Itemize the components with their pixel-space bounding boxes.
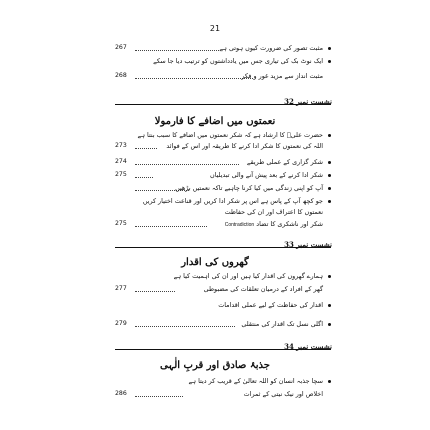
section-label: نشست نمبر 34 [284, 342, 332, 351]
bullet-icon [328, 161, 331, 164]
list-item [115, 285, 331, 298]
list-item [115, 57, 331, 70]
entry-page-number: 267 [115, 44, 127, 51]
entry-text: سچا جذبہ انسان کو اللہ تعالیٰ کے قریب کر دیتا ہے [188, 377, 323, 385]
list-item [115, 184, 331, 197]
leader-dots [135, 226, 207, 227]
entry-page-number: 268 [115, 72, 127, 79]
entry-page-number: 277 [115, 285, 127, 292]
leader-dots [135, 50, 219, 51]
list-item [115, 272, 331, 285]
leader-dots [135, 177, 153, 178]
list-item [115, 44, 331, 57]
entry-page-number: 275 [115, 220, 127, 227]
entry-text: جو کچھ آپ کے پاس ہے اس پر شکر ادا کریں اور قناعت اختیار کریں [142, 197, 323, 205]
section-heading: جذبۂ صادق اور قربِ الٰہی [160, 360, 270, 371]
page-number: 21 [209, 24, 221, 33]
bullet-icon [328, 380, 331, 383]
entry-text: شکر اور ناشکری کا تضاد Contradiction [224, 220, 323, 228]
list-item [115, 320, 331, 333]
entry-text: ہمارے گھروں کی اقدار کیا ہیں اور ان کی اہمیت کیا ہے [173, 272, 323, 280]
entry-text: اخلاص اور نیک نیتی کے ثمرات [243, 390, 323, 398]
entry-text: اللہ کی نعمتوں کا شکر ادا کرنے کا طریقہ اور اس کے فوائد [166, 142, 323, 150]
entry-page-number: 279 [115, 320, 127, 327]
leader-dots [135, 396, 183, 397]
bullet-icon [328, 174, 331, 177]
section-divider [115, 247, 331, 248]
bullet-icon [328, 304, 331, 307]
entry-page-number: 274 [115, 158, 127, 165]
list-item [115, 171, 331, 184]
entry-page-number: 275 [115, 171, 127, 178]
leader-dots [135, 164, 239, 165]
section-heading: گھروں کی اقدار [181, 257, 249, 268]
bullet-icon [328, 47, 331, 50]
entry-text: شکر گزاری کے عملی طریقے [246, 158, 323, 166]
section-heading: نعمتوں میں اضافے کا فارمولا [154, 116, 276, 127]
entry-text: اقدار کی حفاظت کے لیے عملی اقدامات [218, 301, 323, 309]
section-label: نشست نمبر 33 [284, 240, 332, 249]
entry-text: اگلی نسل تک اقدار کی منتقلی [241, 320, 323, 328]
entry-text: گھر کے افراد کے درمیان تعلقات کی مضبوطی [203, 285, 323, 293]
leader-dots [135, 78, 253, 79]
leader-dots [135, 291, 175, 292]
bullet-icon [328, 187, 331, 190]
bullet-icon [328, 323, 331, 326]
latin-term: Contradiction [224, 222, 255, 228]
entry-text: آپ کو اپنی زندگی میں کیا کرنا چاہیے تاکہ نعمتیں بڑھیں [175, 184, 323, 192]
bullet-icon [328, 200, 331, 203]
entry-page-number: 286 [115, 390, 127, 397]
bullet-icon [328, 134, 331, 137]
leader-dots [135, 148, 157, 149]
section-label: نشست نمبر 32 [284, 97, 332, 106]
leader-dots [135, 326, 235, 327]
section-divider [115, 349, 331, 350]
bullet-icon [328, 60, 331, 63]
bullet-icon [328, 275, 331, 278]
entry-text: مثبت تصور کی ضرورت کیوں ہوتی ہے [219, 44, 323, 52]
list-item [115, 142, 331, 155]
entry-text: شکر ادا کرنے کے بعد پیش آنے والی تبدیلیاں [210, 171, 323, 179]
entry-text: نعمتوں کا اعتراف اور ان کی حفاظت [224, 208, 323, 216]
list-item [115, 301, 331, 314]
list-item [115, 220, 331, 233]
list-item [115, 377, 331, 390]
section-divider [115, 104, 331, 105]
list-item [115, 158, 331, 171]
entry-text: مثبت انداز سے مزید غور و فکر [241, 72, 323, 80]
list-item [115, 390, 331, 403]
entry-text: ایک نوٹ بک کی تیاری جس میں یادداشتوں کو ترتیب دیا جا سکے [153, 57, 323, 65]
entry-text: حضرت علیؓ کا ارشاد ہے کہ شکر نعمتوں میں اضافے کا سبب بنتا ہے [137, 131, 323, 139]
entry-page-number: 273 [115, 142, 127, 149]
list-item [115, 72, 331, 85]
